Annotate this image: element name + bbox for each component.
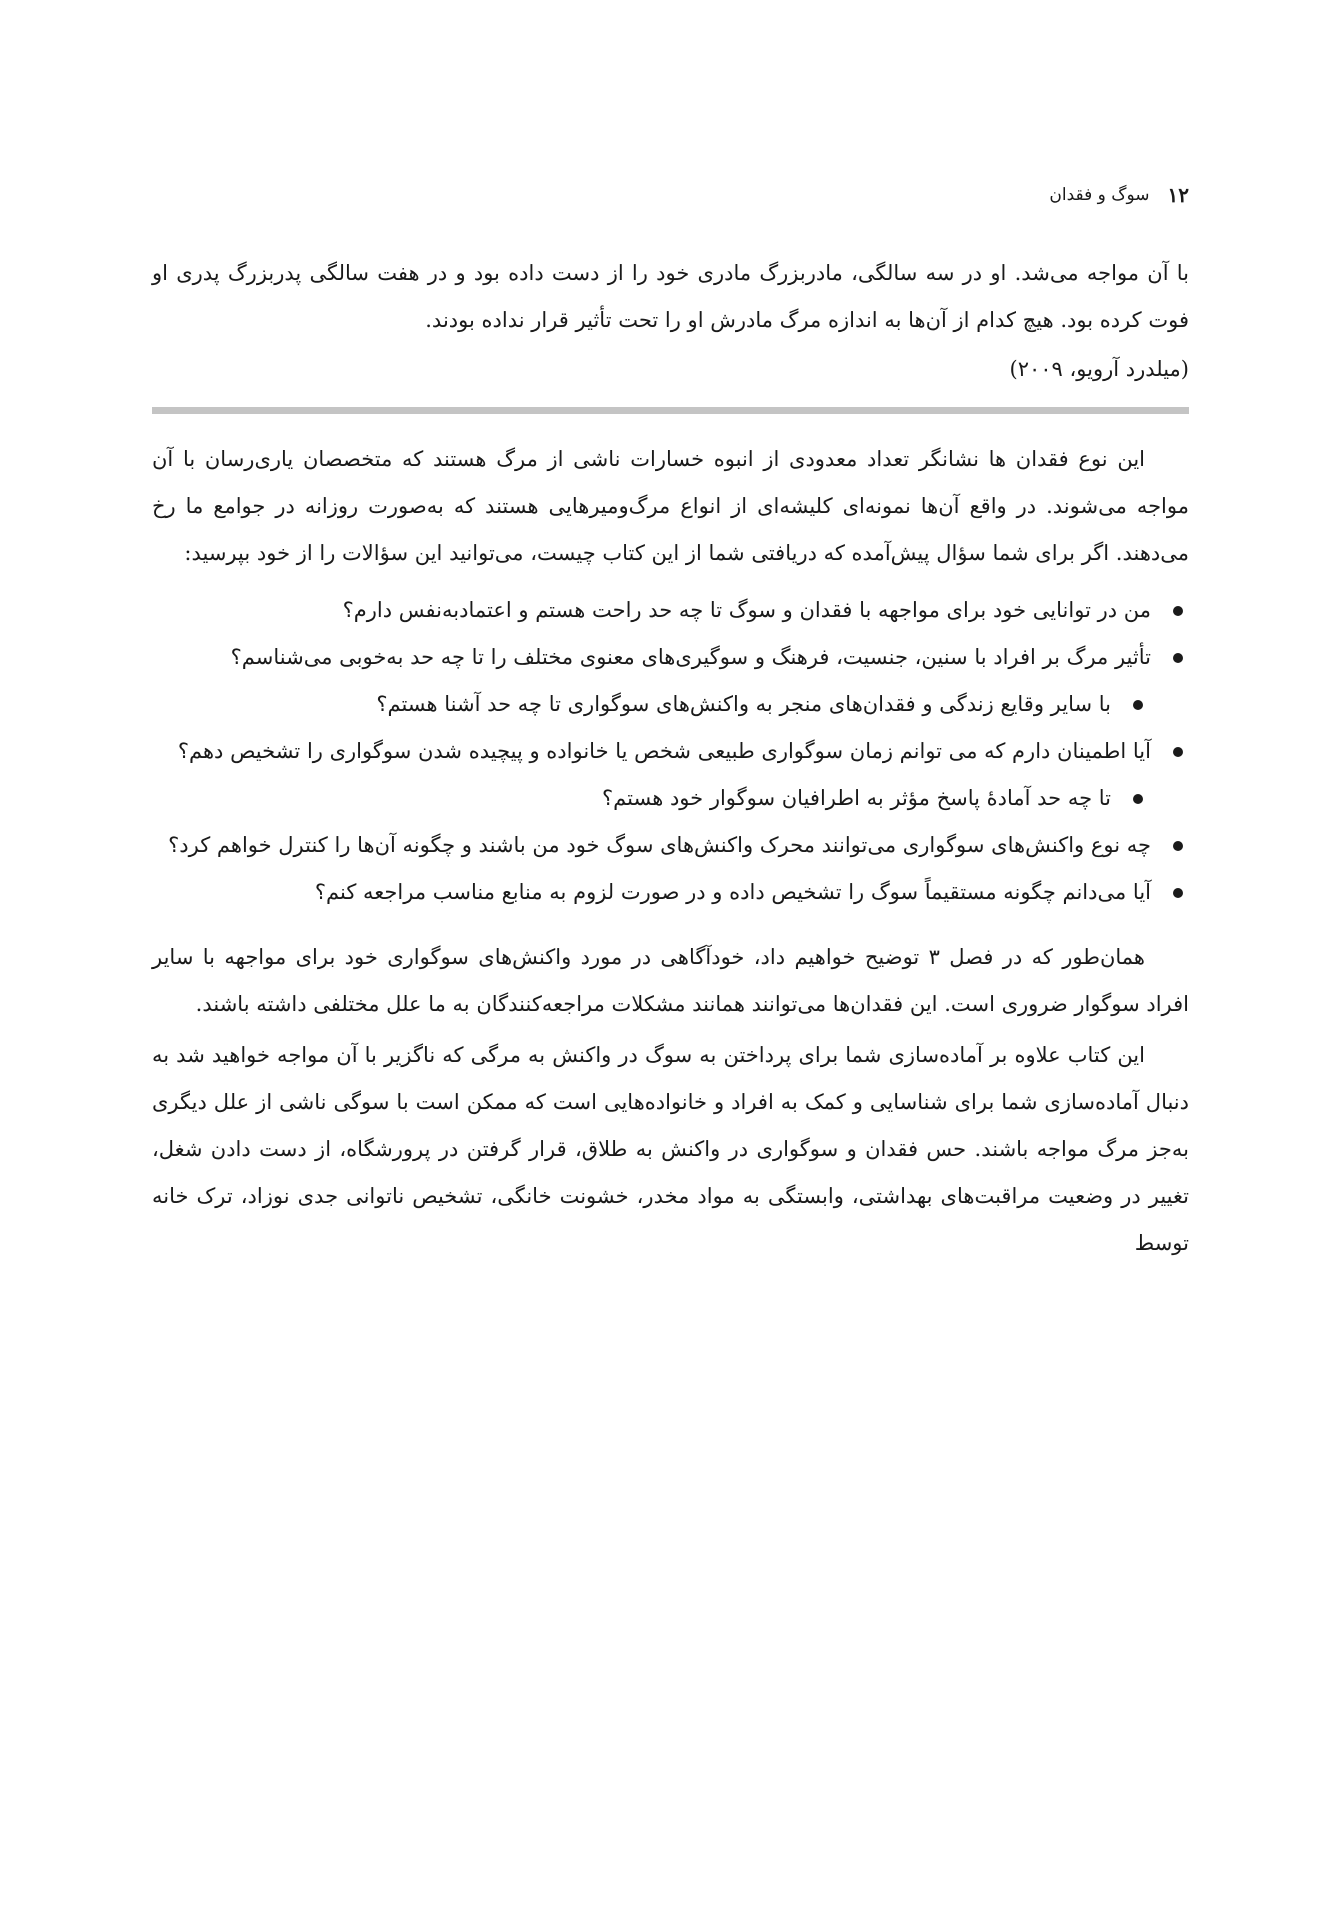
page-content [152,250,1189,1267]
section-divider [152,407,1189,414]
bullet-icon [1133,700,1143,710]
list-item-text: تأثیر مرگ بر افراد با سنین، جنسیت، فرهنگ و سوگیری‌های معنوی مختلف را تا چه حد به‌خوبی می‌شناسم؟ [230,645,1151,669]
list-item-text: چه نوع واکنش‌های سوگواری می‌توانند محرک واکنش‌های سوگ خود من باشند و چگونه آن‌ها را کنترل خواهم کرد؟ [168,833,1151,857]
list-item [152,681,1189,728]
list-item-text: تا چه حد آمادهٔ پاسخ مؤثر به اطرافیان سوگوار خود هستم؟ [602,786,1111,810]
list-item [152,775,1189,822]
list-item-text: آیا می‌دانم چگونه مستقیماً سوگ را تشخیص داده و در صورت لزوم به منابع مناسب مراجعه کنم؟ [314,880,1151,904]
list-item-text: با سایر وقایع زندگی و فقدان‌های منجر به واکنش‌های سوگواری تا چه حد آشنا هستم؟ [376,692,1111,716]
list-item [152,728,1189,775]
case-study-citation: (میلدرد آرویو، ۲۰۰۹) [1009,357,1189,381]
page-number: ۱۲ [1167,183,1189,207]
running-title: سوگ و فقدان [1049,185,1150,205]
list-item [152,869,1189,916]
bullet-icon [1173,888,1183,898]
body-paragraph: این کتاب علاوه بر آماده‌سازی شما برای پرداختن به سوگ در واکنش به مرگی که ناگزیر با آن مواجه خواهید شد به دنبال آماده‌سازی شما برای شناسایی و کمک به افراد و خانواده‌هایی است که ممکن است با سوگی ناشی از علل دیگری به‌جز مرگ مواجه باشند. حس فقدان و سوگواری در واکنش به طلاق، قرار گرفتن در پرورشگاه، از دست دادن شغل، تغییر در وضعیت مراقبت‌های بهداشتی، وابستگی به مواد مخدر، خشونت خانگی، تشخیص ناتوانی جدی نوزاد، ترک خانه توسط [152,1043,1189,1255]
bullet-icon [1173,653,1183,663]
case-study-box [152,250,1189,393]
running-head [150,180,1189,210]
self-assessment-questions [152,587,1189,916]
list-item-text: آیا اطمینان دارم که می توانم زمان سوگواری طبیعی شخص یا خانواده و پیچیده شدن سوگواری را تشخیص دهم؟ [177,739,1151,763]
bullet-icon [1173,606,1183,616]
intro-paragraph: این نوع فقدان ها نشانگر تعداد معدودی از انبوه خسارات ناشی از مرگ هستند که متخصصان یاری‌رسان با آن مواجه می‌شوند. در واقع آن‌ها نمونه‌ای کلیشه‌ای از انواع مرگ‌ومیرهایی هستند که به‌صورت روزانه در جوامع ما رخ می‌دهند. اگر برای شما سؤال پیش‌آمده که دریافتی شما از این کتاب چیست، می‌توانید این سؤالات را از خود بپرسید: [152,447,1189,565]
case-study-paragraph: با آن مواجه می‌شد. او در سه سالگی، مادربزرگ مادری خود را از دست داده بود و در هفت سالگی پدربزرگ پدری او فوت کرده بود. هیچ کدام از آن‌ها به اندازه مرگ مادرش او را تحت تأثیر قرار نداده بودند. [152,261,1189,332]
bullet-icon [1173,747,1183,757]
list-item [152,634,1189,681]
body-paragraph: همان‌طور که در فصل ۳ توضیح خواهیم داد، خودآگاهی در مورد واکنش‌های سوگواری خود برای مواجهه با سایر افراد سوگوار ضروری است. این فقدان‌ها می‌توانند همانند مشکلات مراجعه‌کنندگان به ما علل مختلفی داشته باشند. [152,945,1189,1016]
list-item-text: من در توانایی خود برای مواجهه با فقدان و سوگ تا چه حد راحت هستم و اعتمادبه‌نفس دارم؟ [342,598,1151,622]
list-item [152,822,1189,869]
bullet-icon [1133,794,1143,804]
bullet-icon [1173,841,1183,851]
list-item [152,587,1189,634]
